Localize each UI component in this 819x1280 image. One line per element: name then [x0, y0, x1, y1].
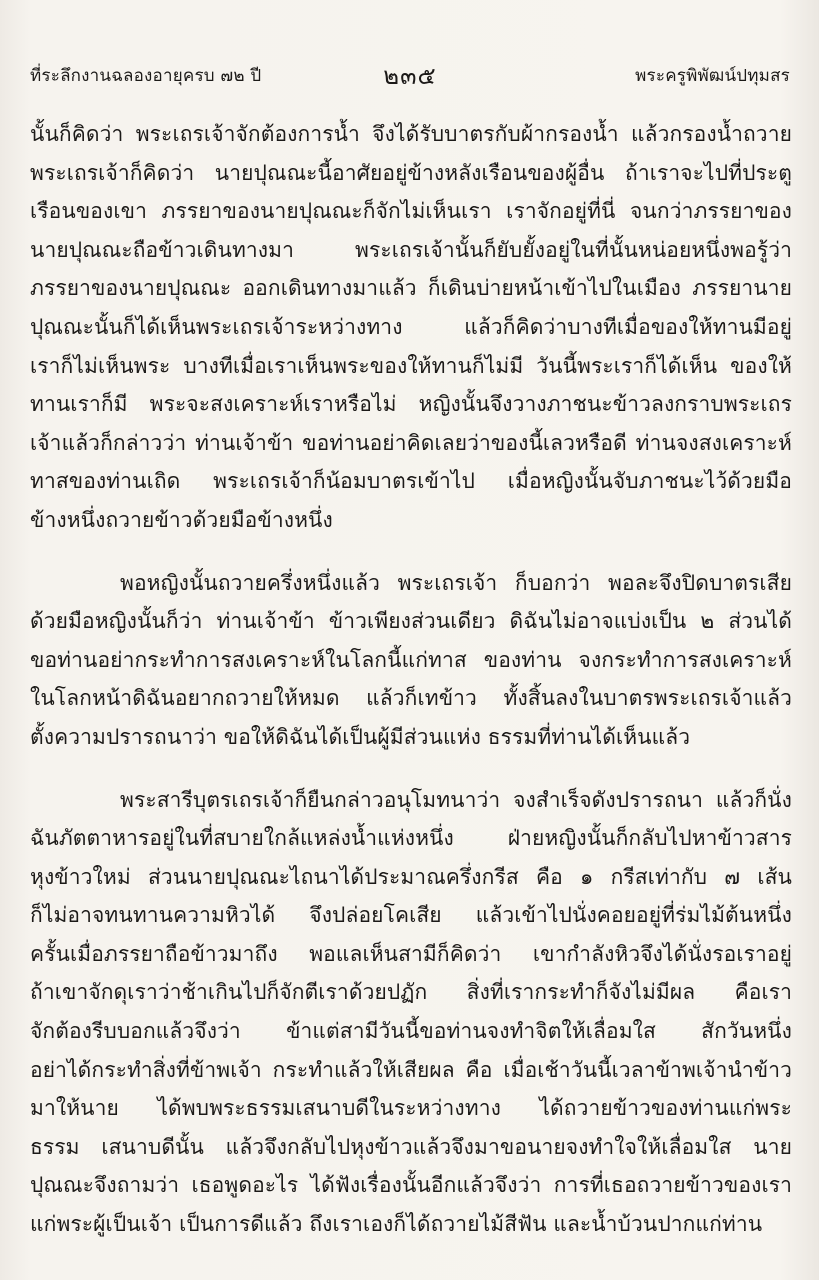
text-line: ธรรม เสนาบดีนั้น แล้วจึงกลับไปหุงข้าวแล้วจึงมาขอนายจงทำใจให้เลื่อมใส นาย — [30, 1134, 792, 1159]
text-line: ตั้งความปรารถนาว่า ขอให้ดิฉันได้เป็นผู้มีส่วนแห่ง ธรรมที่ท่านได้เห็นแล้ว — [30, 724, 691, 749]
text-line: พระสารีบุตรเถรเจ้าก็ยืนกล่าวอนุโมทนาว่า จงสำเร็จดังปรารถนา แล้วก็นั่ง — [120, 787, 792, 812]
page-body-text — [30, 115, 792, 1244]
page-header — [30, 58, 790, 88]
text-line: ปุณณะจึงถามว่า เธอพูดอะไร ได้ฟังเรื่องนั้นอีกแล้วจึงว่า การที่เธอถวายข้าวของเรา — [30, 1173, 792, 1198]
text-line: ทานเราก็มี พระจะสงเคราะห์เราหรือไม่ หญิงนั้นจึงวางภาชนะข้าวลงกราบพระเถร — [30, 392, 792, 417]
text-line: ปุณณะนั้นก็ได้เห็นพระเถรเจ้าระหว่างทาง แล้วก็คิดว่าบางทีเมื่อของให้ทานมีอยู่ — [30, 314, 792, 339]
text-line: พอหญิงนั้นถวายครึ่งหนึ่งแล้ว พระเถรเจ้า ก็บอกว่า พอละจึงปิดบาตรเสีย — [120, 570, 792, 595]
text-line: ข้างหนึ่งถวายข้าวด้วยมือข้างหนึ่ง — [30, 507, 333, 532]
text-line: แก่พระผู้เป็นเจ้า เป็นการดีแล้ว ถึงเราเองก็ได้ถวายไม้สีฟัน และน้ำบ้วนปากแก่ท่าน — [30, 1212, 763, 1237]
text-line: ครั้นเมื่อภรรยาถือข้าวมาถึง พอแลเห็นสามีก็คิดว่า เขากำลังหิวจึงได้นั่งรอเราอยู่ — [30, 941, 792, 966]
text-line: ฉันภัตตาหารอยู่ในที่สบายใกล้แหล่งน้ำแห่งหนึ่ง ฝ่ายหญิงนั้นก็กลับไปหาข้าวสาร — [30, 826, 792, 851]
text-line: เราก็ไม่เห็นพระ บางทีเมื่อเราเห็นพระของให้ทานก็ไม่มี วันนี้พระเราก็ได้เห็น ของให้ — [30, 353, 792, 378]
text-line: ก็ไม่อาจทนทานความหิวได้ จึงปล่อยโคเสีย แล้วเข้าไปนั่งคอยอยู่ที่ร่มไม้ต้นหนึ่ง — [30, 903, 792, 928]
header-book-title: ที่ระลึกงานฉลองอายุครบ ๗๒ ปี — [30, 66, 262, 86]
text-line: ขอท่านอย่ากระทำการสงเคราะห์ในโลกนี้แก่ทาส ของท่าน จงกระทำการสงเคราะห์ — [30, 647, 792, 672]
paragraph-gap — [30, 757, 792, 781]
text-line: ทาสของท่านเถิด พระเถรเจ้าก็น้อมบาตรเข้าไป เมื่อหญิงนั้นจับภาชนะไว้ด้วยมือ — [30, 469, 792, 494]
text-line: ในโลกหน้าดิฉันอยากถวายให้หมด แล้วก็เทข้าว ทั้งสิ้นลงในบาตรพระเถรเจ้าแล้ว — [30, 686, 792, 711]
paragraph — [30, 564, 792, 757]
paragraph — [30, 781, 792, 1244]
text-line: อย่าได้กระทำสิ่งที่ข้าพเจ้า กระทำแล้วให้เสียผล คือ เมื่อเช้าวันนี้เวลาข้าพเจ้านำข้าว — [30, 1057, 792, 1082]
text-line: หุงข้าวใหม่ ส่วนนายปุณณะไถนาได้ประมาณครึ่งกรีส คือ ๑ กรีสเท่ากับ ๗ เส้น — [30, 864, 792, 889]
text-line: เรือนของเขา ภรรยาของนายปุณณะก็จักไม่เห็นเรา เราจักอยู่ที่นี่ จนกว่าภรรยาของ — [30, 199, 792, 224]
text-line: ด้วยมือหญิงนั้นก็ว่า ท่านเจ้าข้า ข้าวเพียงส่วนเดียว ดิฉันไม่อาจแบ่งเป็น ๒ ส่วนได้ — [30, 609, 792, 634]
header-author: พระครูพิพัฒน์ปทุมสร — [635, 66, 790, 86]
text-line: นายปุณณะถือข้าวเดินทางมา พระเถรเจ้านั้นก็ยับยั้งอยู่ในที่นั้นหน่อยหนึ่งพอรู้ว่า — [30, 237, 792, 262]
text-line: เจ้าแล้วก็กล่าวว่า ท่านเจ้าข้า ขอท่านอย่าคิดเลยว่าของนี้เลวหรือดี ท่านจงสงเคราะห์ — [30, 430, 792, 455]
paragraph — [30, 115, 792, 540]
text-line: ภรรยาของนายปุณณะ ออกเดินทางมาแล้ว ก็เดินบ่ายหน้าเข้าไปในเมือง ภรรยานาย — [30, 276, 792, 301]
text-line: ถ้าเขาจักดุเราว่าช้าเกินไปก็จักตีเราด้วยปฏัก สิ่งที่เรากระทำก็จังไม่มีผล คือเรา — [30, 980, 792, 1005]
paragraph-gap — [30, 540, 792, 564]
text-line: พระเถรเจ้าก็คิดว่า นายปุณณะนี้อาศัยอยู่ข้างหลังเรือนของผู้อื่น ถ้าเราจะไปที่ประตู — [30, 160, 792, 185]
text-line: มาให้นาย ได้พบพระธรรมเสนาบดีในระหว่างทาง ได้ถวายข้าวของท่านแก่พระ — [30, 1096, 792, 1121]
page-number: ๒๓๕ — [383, 62, 437, 90]
text-line: จักต้องรีบบอกแล้วจึงว่า ข้าแต่สามีวันนี้ขอท่านจงทำจิตให้เลื่อมใส สักวันหนึ่ง — [30, 1019, 792, 1044]
text-line: นั้นก็คิดว่า พระเถรเจ้าจักต้องการน้ำ จึงได้รับบาตรกับผ้ากรองน้ำ แล้วกรองน้ำถวาย — [30, 122, 792, 146]
